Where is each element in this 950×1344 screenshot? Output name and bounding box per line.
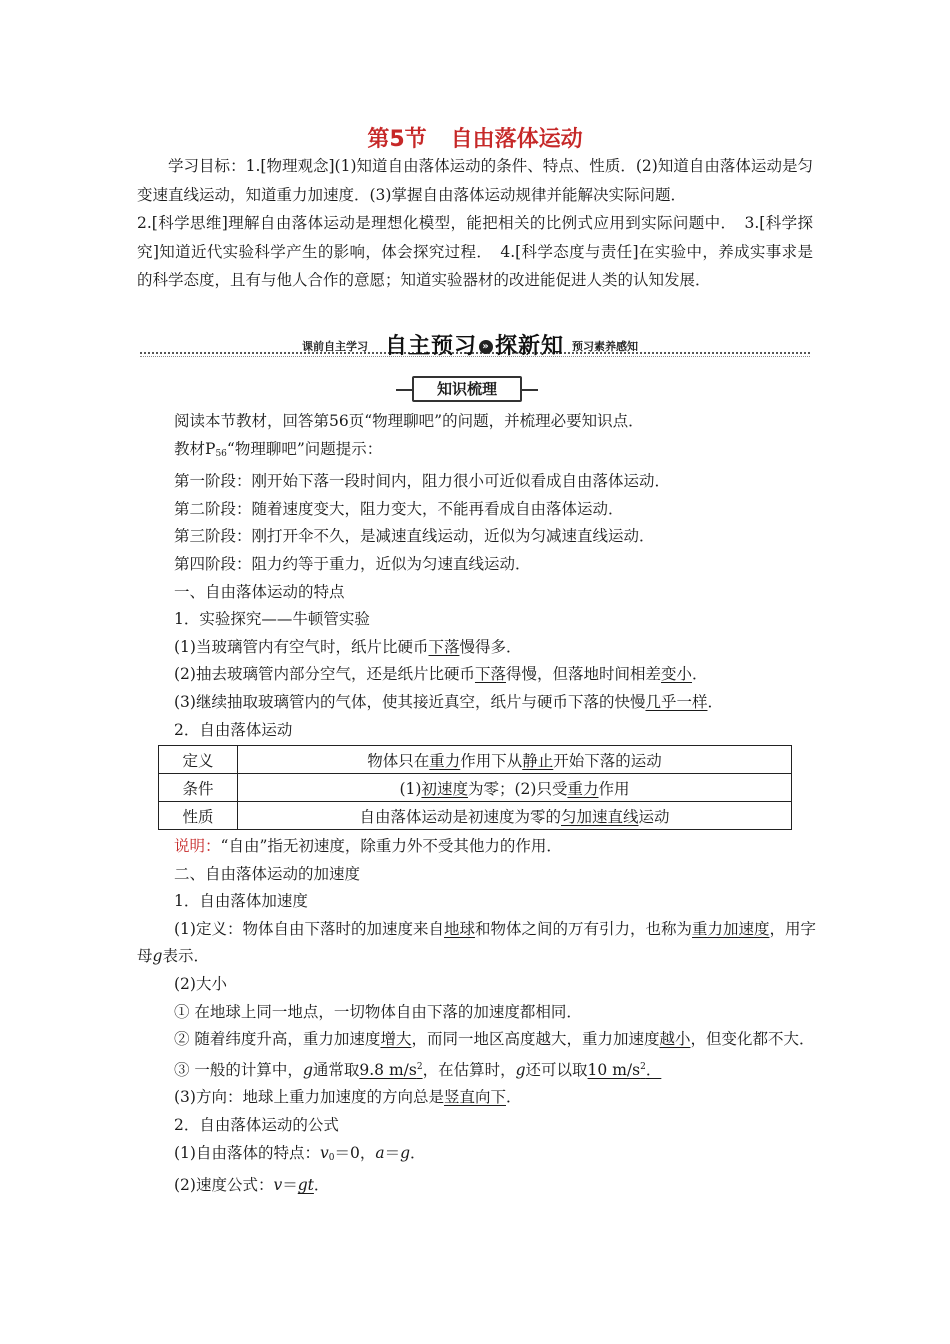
stage-text: 第一阶段：刚开始下落一段时间内，阻力很小可近似看成自由落体运动．: [174, 472, 671, 491]
acceleration-heading: 1．自由落体加速度: [174, 892, 308, 911]
table-value: 物体只在重力作用下从静止开始下落的运动: [238, 746, 792, 774]
table-key: 性质: [159, 802, 238, 830]
banner-right-label: 预习素养感知: [572, 340, 638, 353]
table-key: 定义: [159, 746, 238, 774]
experiment-step: (3)继续抽取玻璃管内的气体，使其接近真空，纸片与硬币下落的快慢几乎一样．: [174, 692, 723, 711]
definition-table: [158, 745, 792, 830]
goals-paragraph: 学习目标：1.[物理观念](1)知道自由落体运动的条件、特点、性质．(2)知道自由落体运动是匀变速直线运动，知道重力加速度．(3)掌握自由落体运动规律并能解决实际问题．: [137, 157, 813, 204]
formula-item: (1)自由落体的特点：$v_0=0$，a＝g．: [174, 1143, 426, 1163]
table-value: 自由落体运动是初速度为零的匀加速直线运动: [238, 802, 792, 830]
table-row: [159, 802, 792, 830]
experiment-step: (1)当玻璃管内有空气时，纸片比硬币下落慢得多．: [174, 637, 522, 656]
part1-heading: 一、自由落体运动的特点: [174, 582, 345, 601]
section-number: 第5节: [367, 127, 427, 152]
learning-goals: [137, 152, 813, 295]
content-body: [137, 408, 817, 744]
direction-text: (3)方向：地球上重力加速度的方向总是竖直向下．: [174, 1088, 522, 1107]
intro-text: 阅读本节教材，回答第56页“物理聊吧”的问题，并梳理必要知识点．: [174, 412, 644, 430]
formula-item: (2)速度公式：v＝gt．: [174, 1176, 330, 1195]
intro-text: 教材$P_{56}“$物理聊吧”问题提示：: [174, 439, 383, 459]
table-row: [159, 774, 792, 802]
size-heading: (2)大小: [174, 974, 227, 993]
stage-text: 第四阶段：阻力约等于重力，近似为匀速直线运动．: [174, 554, 531, 573]
size-item: ① 在地球上同一地点，一切物体自由下落的加速度都相同．: [174, 1002, 582, 1021]
experiment-step: (2)抽去玻璃管内部分空气，还是纸片比硬币下落得慢，但落地时间相差变小．: [174, 665, 708, 684]
table-key: 条件: [159, 774, 238, 802]
size-item: ③ 一般的计算中，g通常取9.8 $m/s^2$，在估算时，g还可以取10 $m/s^2$．: [174, 1060, 662, 1079]
table-row: [159, 746, 792, 774]
note-text: 说明：“自由”指无初速度，除重力外不受其他力的作用．: [174, 837, 562, 855]
goals-paragraph: 2.[科学思维]理解自由落体运动是理想化模型，能把相关的比例式应用到实际问题中． 3.[科学探究]知道近代实验科学产生的影响，体会探究过程． 4.[科学态度与责任]在实验中，养成实事求是的科学态度，且有与他人合作的意愿；知道实验器材的改进能促进人类的认知发展．: [137, 214, 813, 289]
page-title: [0, 122, 950, 153]
content-body-continued: [137, 833, 817, 1200]
experiment-heading: 1．实验探究——牛顿管实验: [174, 610, 370, 629]
size-item: ② 随着纬度升高，重力加速度增大，而同一地区高度越大，重力加速度越小，但变化都不大．: [174, 1030, 815, 1049]
formula-heading: 2．自由落体运动的公式: [174, 1115, 339, 1134]
table-value: (1)初速度为零；(2)只受重力作用: [238, 774, 792, 802]
preview-banner: [140, 329, 810, 359]
section-tag-label: 知识梳理: [412, 376, 522, 402]
motion-heading: 2．自由落体运动: [174, 720, 293, 739]
definition-text: (1)定义：物体自由下落时的加速度来自地球和物体之间的万有引力，也称为重力加速度，用字母g表示．: [137, 919, 817, 966]
arrow-icon: »: [479, 340, 493, 354]
part2-heading: 二、自由落体运动的加速度: [174, 864, 361, 883]
knowledge-section-tag: [396, 376, 536, 402]
section-topic: 自由落体运动: [450, 127, 583, 152]
banner-main-label: 自主预习 » 探新知: [385, 334, 565, 359]
stage-text: 第二阶段：随着速度变大，阻力变大，不能再看成自由落体运动．: [174, 499, 624, 518]
banner-left-label: 课前自主学习: [302, 340, 368, 353]
stage-text: 第三阶段：刚打开伞不久，是减速直线运动，近似为匀减速直线运动．: [174, 527, 655, 546]
